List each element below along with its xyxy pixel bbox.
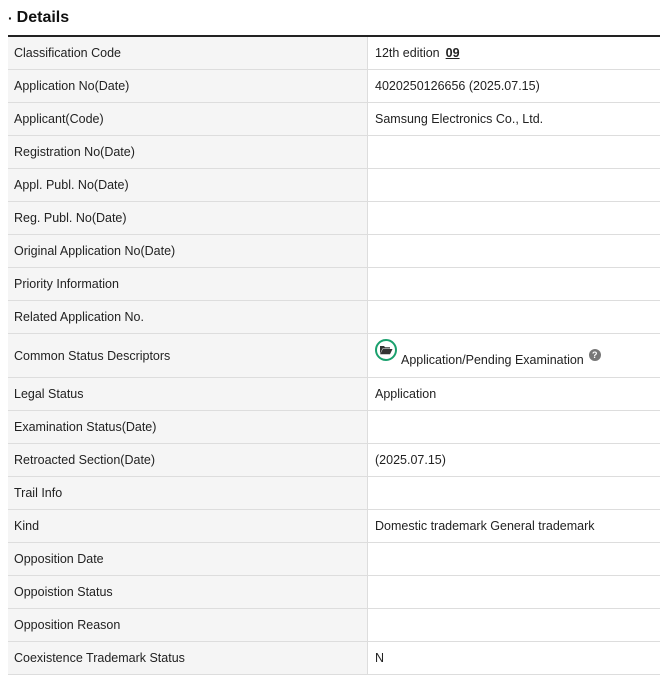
row-value: Domestic trademark General trademark [368, 510, 660, 543]
table-row [8, 70, 660, 103]
row-label: Related Application No. [8, 301, 368, 334]
table-row [8, 642, 660, 675]
row-value [368, 136, 660, 169]
row-value: N [368, 642, 660, 675]
row-value [368, 235, 660, 268]
row-label: Original Application No(Date) [8, 235, 368, 268]
row-label: Reg. Publ. No(Date) [8, 202, 368, 235]
row-label: Trail Info [8, 477, 368, 510]
row-label: Coexistence Trademark Status [8, 642, 368, 675]
row-label: Applicant(Code) [8, 103, 368, 136]
folder-open-icon [375, 339, 397, 361]
row-label: Application No(Date) [8, 70, 368, 103]
row-value [368, 301, 660, 334]
status-descriptor [375, 345, 601, 367]
classification-edition: 12th edition [375, 46, 440, 60]
table-row [8, 609, 660, 642]
row-value [368, 411, 660, 444]
row-value [368, 36, 660, 70]
section-title-text: Details [16, 8, 70, 26]
row-label: Kind [8, 510, 368, 543]
table-row [8, 169, 660, 202]
row-value [368, 543, 660, 576]
table-row [8, 477, 660, 510]
table-row [8, 268, 660, 301]
row-value: (2025.07.15) [368, 444, 660, 477]
row-label: Legal Status [8, 378, 368, 411]
row-label: Classification Code [8, 36, 368, 70]
classification-code-link[interactable]: 09 [445, 46, 460, 60]
row-value: Application [368, 378, 660, 411]
row-value [368, 169, 660, 202]
table-row [8, 36, 660, 70]
row-value [368, 477, 660, 510]
row-label: Oppoistion Status [8, 576, 368, 609]
table-row [8, 378, 660, 411]
row-label: Opposition Date [8, 543, 368, 576]
row-label: Retroacted Section(Date) [8, 444, 368, 477]
table-row [8, 235, 660, 268]
status-descriptor-text: Application/Pending Examination [401, 352, 584, 367]
table-row [8, 510, 660, 543]
row-value [368, 576, 660, 609]
row-label: Registration No(Date) [8, 136, 368, 169]
row-value [368, 609, 660, 642]
section-title [0, 0, 660, 35]
table-row [8, 576, 660, 609]
table-row [8, 444, 660, 477]
table-row [8, 136, 660, 169]
table-row [8, 411, 660, 444]
details-table [8, 35, 660, 675]
table-row [8, 202, 660, 235]
section-bullet: · [8, 9, 13, 26]
table-row [8, 543, 660, 576]
row-label: Opposition Reason [8, 609, 368, 642]
question-mark-icon[interactable]: ? [589, 349, 601, 361]
row-label: Appl. Publ. No(Date) [8, 169, 368, 202]
row-value [368, 268, 660, 301]
row-value [368, 334, 660, 378]
row-label: Priority Information [8, 268, 368, 301]
row-label: Common Status Descriptors [8, 334, 368, 378]
row-value: 4020250126656 (2025.07.15) [368, 70, 660, 103]
row-value: Samsung Electronics Co., Ltd. [368, 103, 660, 136]
table-row [8, 103, 660, 136]
row-label: Examination Status(Date) [8, 411, 368, 444]
row-value [368, 202, 660, 235]
table-row [8, 301, 660, 334]
table-row [8, 334, 660, 378]
